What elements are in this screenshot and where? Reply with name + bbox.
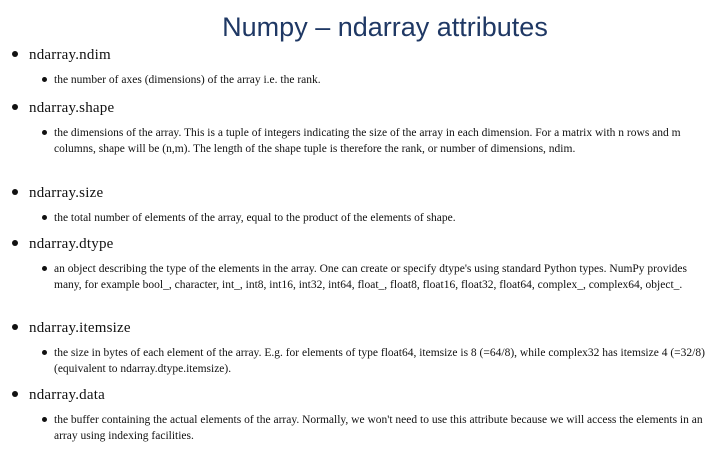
attribute-description: an object describing the type of the elements in the array. One can create or specify dtype's using standard Python types. NumPy provides many, for example bool_, character, int_, int8, int16, int32, int64, float_, float8, float16, float32, float64, complex_, complex64, object_.: [54, 263, 688, 291]
slide-title: Numpy – ndarray attributes: [222, 12, 548, 42]
attribute-size: [12, 184, 712, 226]
attribute-shape-description-item: [42, 125, 712, 157]
attribute-size-description-item: [42, 210, 712, 226]
bullet-icon: [12, 51, 18, 57]
attribute-data: [12, 386, 712, 444]
bullet-icon: [42, 215, 47, 220]
attribute-description: the total number of elements of the array, equal to the product of the elements of shape.: [54, 212, 456, 224]
attribute-name: ndarray.dtype: [29, 236, 114, 252]
attribute-shape: [12, 99, 712, 157]
attribute-dtype-heading: [12, 235, 712, 253]
bullet-icon: [42, 350, 47, 355]
bullet-icon: [42, 266, 47, 271]
attribute-description: the buffer containing the actual elements of the array. Normally, we won't need to use this attribute because we will access the elements in an array using indexing facilities.: [54, 414, 703, 442]
attribute-itemsize-heading: [12, 319, 712, 337]
bullet-icon: [12, 391, 18, 397]
attribute-description: the size in bytes of each element of the array. E.g. for elements of type float64, itemsize is 8 (=64/8), while complex32 has itemsize 4 (=32/8) (equivalent to ndarray.dtype.itemsize).: [54, 347, 705, 375]
attribute-name: ndarray.data: [29, 387, 105, 403]
bullet-icon: [12, 189, 18, 195]
attribute-dtype: [12, 235, 712, 293]
attribute-dtype-description-item: [42, 261, 712, 293]
attribute-name: ndarray.size: [29, 185, 104, 201]
bullet-icon: [12, 324, 18, 330]
attribute-description: the dimensions of the array. This is a tuple of integers indicating the size of the array in each dimension. For a matrix with n rows and m columns, shape will be (n,m). The length of the shape tuple is therefore the rank, or number of dimensions, ndim.: [54, 127, 681, 155]
attribute-data-heading: [12, 386, 712, 404]
bullet-icon: [42, 77, 47, 82]
attribute-name: ndarray.shape: [29, 100, 115, 116]
bullet-icon: [12, 104, 18, 110]
attribute-ndim-heading: [12, 46, 712, 64]
attribute-description: the number of axes (dimensions) of the array i.e. the rank.: [54, 74, 321, 86]
attribute-name: ndarray.ndim: [29, 47, 111, 63]
attribute-ndim-description-item: [42, 72, 712, 88]
attribute-shape-heading: [12, 99, 712, 117]
bullet-icon: [12, 240, 18, 246]
attribute-name: ndarray.itemsize: [29, 320, 131, 336]
bullet-icon: [42, 130, 47, 135]
attribute-itemsize-description-item: [42, 345, 712, 377]
attribute-ndim: [12, 46, 712, 88]
attribute-data-description-item: [42, 412, 712, 444]
attribute-size-heading: [12, 184, 712, 202]
attribute-itemsize: [12, 319, 712, 377]
bullet-icon: [42, 417, 47, 422]
